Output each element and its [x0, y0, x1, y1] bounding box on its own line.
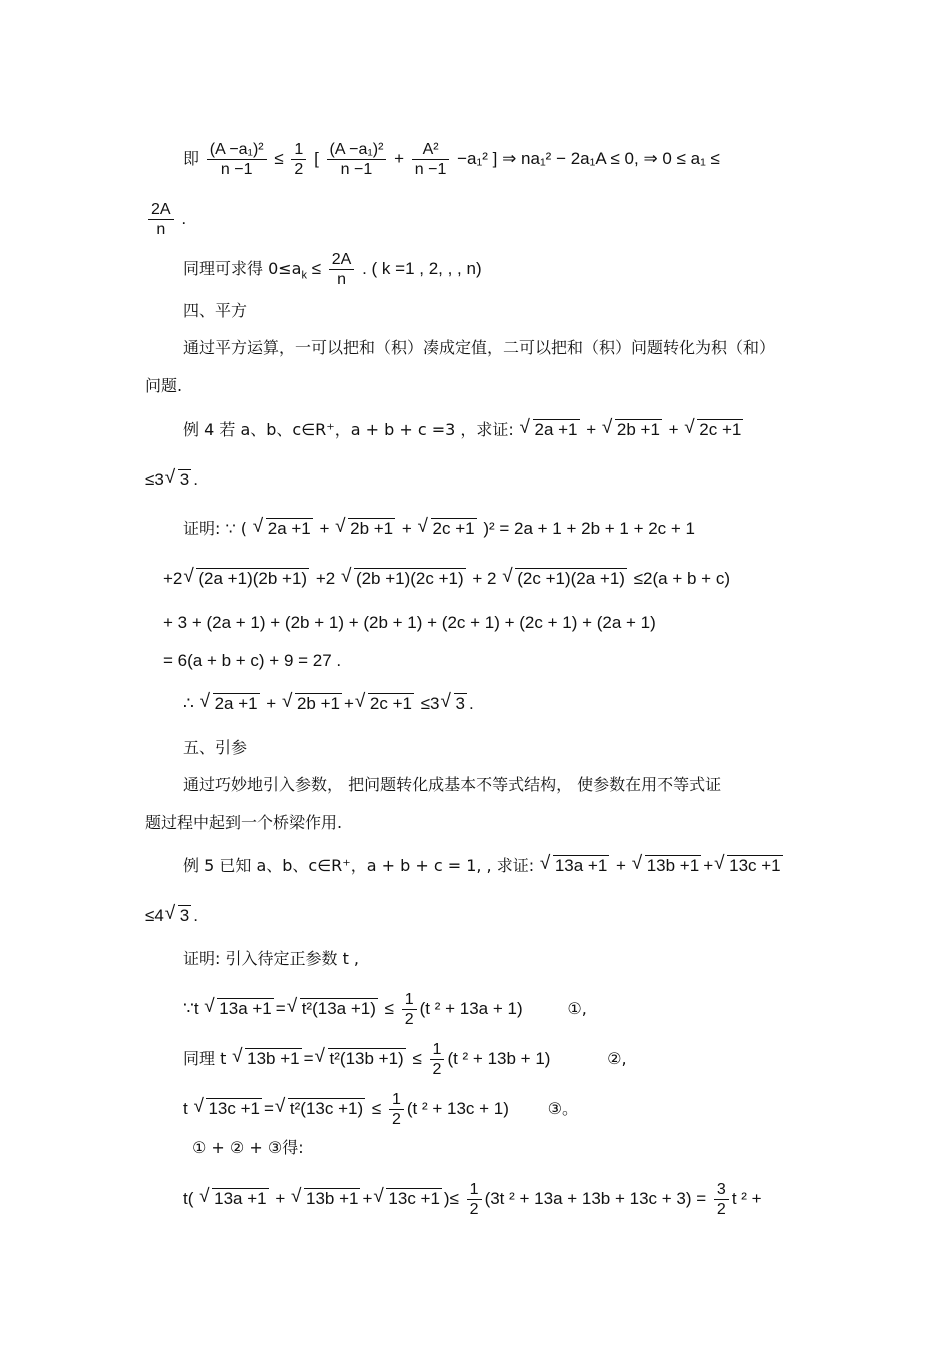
radical: √ 13b +1 — [233, 1048, 301, 1070]
radical: √ 3 — [166, 469, 191, 491]
fraction: $\frac{2A}{n}$ — [329, 250, 355, 289]
fraction: $\frac{1}{2}$ — [467, 1180, 482, 1219]
text: + — [314, 519, 335, 538]
formula-line-3 — [183, 250, 482, 289]
text: + — [270, 1188, 290, 1208]
radical: √ 2a +1 — [201, 693, 260, 715]
text: + — [611, 856, 631, 875]
paragraph: 问题. — [145, 376, 183, 395]
text: 例 5 已知 a、b、c∈R⁺，a + b + c = 1, , 求证: — [183, 856, 535, 875]
text: (t ² + 13a + 1) — [419, 998, 523, 1018]
radical: √ 13c +1 — [374, 1188, 442, 1210]
proof-5-sum: ① + ② + ③得: — [192, 1138, 304, 1157]
equation-mark: ③。 — [547, 1098, 579, 1118]
paragraph: 通过巧妙地引入参数， 把问题转化成基本不等式结构， 使参数在用不等式证 — [183, 775, 722, 794]
text: + — [397, 519, 417, 538]
text: ≤ — [412, 1048, 422, 1068]
proof-5-intro: 证明: 引入待定正参数 t , — [183, 949, 360, 968]
radical: √ 3 — [442, 693, 467, 715]
text: t( — [183, 1188, 194, 1208]
fraction: $\frac{1}{2}$ — [389, 1090, 404, 1129]
radical: √ 2a +1 — [521, 419, 580, 441]
proof-4-line-5 — [183, 693, 474, 715]
radical: √ 13a +1 — [541, 855, 609, 877]
radical: √ 2b +1 — [336, 518, 395, 540]
example-4-cont — [145, 469, 198, 491]
text: . — [468, 694, 474, 713]
fraction: $\frac{\text{(A −a₁)²}}{n -1}$ — [207, 140, 267, 179]
text: + — [261, 694, 281, 713]
section-heading-4: 四、平方 — [183, 301, 248, 320]
text: ∵t — [183, 998, 199, 1018]
fraction: $\frac{\text{A²}}{n -1}$ — [412, 140, 450, 179]
fraction: $\frac{2A}{n}$ — [148, 200, 174, 239]
text: [ — [314, 148, 319, 168]
radical: √ 13a +1 — [205, 998, 273, 1020]
fraction: $\frac{3}{2}$ — [714, 1180, 729, 1219]
radical: √ (2b +1)(2c +1) — [342, 568, 466, 590]
text: = — [275, 998, 286, 1018]
radical: √ 13b +1 — [292, 1188, 360, 1210]
text: t — [183, 1098, 188, 1118]
radical: √ t²(13b +1) — [316, 1048, 406, 1070]
radical: √ 2a +1 — [254, 518, 313, 540]
proof-5-line-2 — [183, 1040, 627, 1079]
radical: √ 13c +1 — [715, 855, 783, 877]
text: 证明: ∵ ( — [183, 519, 247, 538]
fraction: $\frac{1}{2}$ — [402, 990, 417, 1029]
equation-mark: ①, — [567, 998, 587, 1018]
text: = — [303, 1048, 314, 1068]
text: ≤ — [371, 1098, 382, 1118]
radical: √ (2a +1)(2b +1) — [184, 568, 309, 590]
radical: √ 2c +1 — [419, 518, 477, 540]
text: 同理可求得 0≤a — [183, 258, 302, 278]
radical: √ 13b +1 — [633, 855, 701, 877]
radical: √ 2b +1 — [603, 419, 662, 441]
text: (t ² + 13b + 1) — [447, 1048, 551, 1068]
proof-5-line-3 — [183, 1090, 578, 1129]
formula-line-2 — [145, 200, 186, 239]
text: 同理 t — [183, 1048, 227, 1068]
text: −a₁² ] ⇒ na₁² − 2a₁A ≤ 0, ⇒ 0 ≤ a₁ ≤ — [457, 148, 720, 168]
radical: √ 2c +1 — [356, 693, 414, 715]
text: ≤ — [306, 258, 322, 278]
radical: √ t²(13a +1) — [288, 998, 378, 1020]
text: = — [263, 1098, 274, 1118]
text: ≤ — [384, 998, 394, 1018]
text: ∴ — [183, 694, 194, 713]
text: ≤3 — [145, 470, 164, 489]
text: + — [362, 1188, 373, 1208]
text: . — [193, 470, 198, 489]
text: . — [193, 906, 198, 925]
radical: √ 13a +1 — [200, 1188, 268, 1210]
fraction: $\frac{\text{(A −a₁)²}}{n -1}$ — [327, 140, 387, 179]
text: ≤4 — [145, 906, 164, 925]
text: 即 — [183, 148, 200, 168]
text: + — [343, 694, 354, 713]
text: . — [181, 208, 187, 228]
radical: √ 2c +1 — [685, 419, 743, 441]
radical: √ (2c +1)(2a +1) — [503, 568, 627, 590]
text: ≤2(a + b + c) — [633, 569, 730, 588]
proof-4-line-4: = 6(a + b + c) + 9 = 27 . — [163, 651, 342, 670]
example-5-cont — [145, 905, 198, 927]
text: 例 4 若 a、b、c∈R⁺，a + b + c =3 ，求证: — [183, 420, 514, 439]
fraction: $\frac{1}{2}$ — [291, 140, 306, 179]
text: +2 — [315, 569, 336, 588]
example-5 — [183, 855, 785, 877]
paragraph: 通过平方运算，一可以把和（积）凑成定值，二可以把和（积）问题转化为积（和） — [183, 338, 776, 357]
paragraph: 题过程中起到一个桥梁作用. — [145, 813, 343, 832]
text: . ( k =1 , 2, , , n) — [362, 258, 482, 278]
formula-line-1 — [183, 140, 720, 179]
radical: √ t²(13c +1) — [276, 1098, 365, 1120]
section-heading-5: 五、引参 — [183, 738, 248, 757]
fraction: $\frac{1}{2}$ — [430, 1040, 445, 1079]
text: + 2 — [472, 569, 497, 588]
text: (3t ² + 13a + 13b + 13c + 3) = — [484, 1188, 707, 1208]
proof-5-line-1 — [183, 990, 587, 1029]
proof-4-line-1 — [183, 518, 695, 540]
text: + — [581, 420, 601, 439]
equation-mark: ②, — [607, 1048, 627, 1068]
text: + — [394, 148, 405, 168]
text: ≤3 — [420, 694, 440, 713]
text: +2 — [163, 569, 183, 588]
proof-4-line-3: + 3 + (2a + 1) + (2b + 1) + (2b + 1) + (2c + 1) + (2c + 1) + (2a + 1) — [163, 613, 656, 632]
text: t ² + — [731, 1188, 762, 1208]
text: (t ² + 13c + 1) — [406, 1098, 509, 1118]
example-4 — [183, 419, 745, 441]
text: )≤ — [443, 1188, 459, 1208]
proof-5-line-4 — [183, 1180, 762, 1219]
text: + — [663, 420, 684, 439]
subscript: k — [301, 269, 307, 282]
radical: √ 13c +1 — [194, 1098, 262, 1120]
text: ≤ — [274, 148, 284, 168]
radical: √ 3 — [166, 905, 191, 927]
text: + — [703, 856, 714, 875]
radical: √ 2b +1 — [283, 693, 342, 715]
text: )² = 2a + 1 + 2b + 1 + 2c + 1 — [483, 519, 696, 538]
proof-4-line-2 — [163, 568, 730, 590]
